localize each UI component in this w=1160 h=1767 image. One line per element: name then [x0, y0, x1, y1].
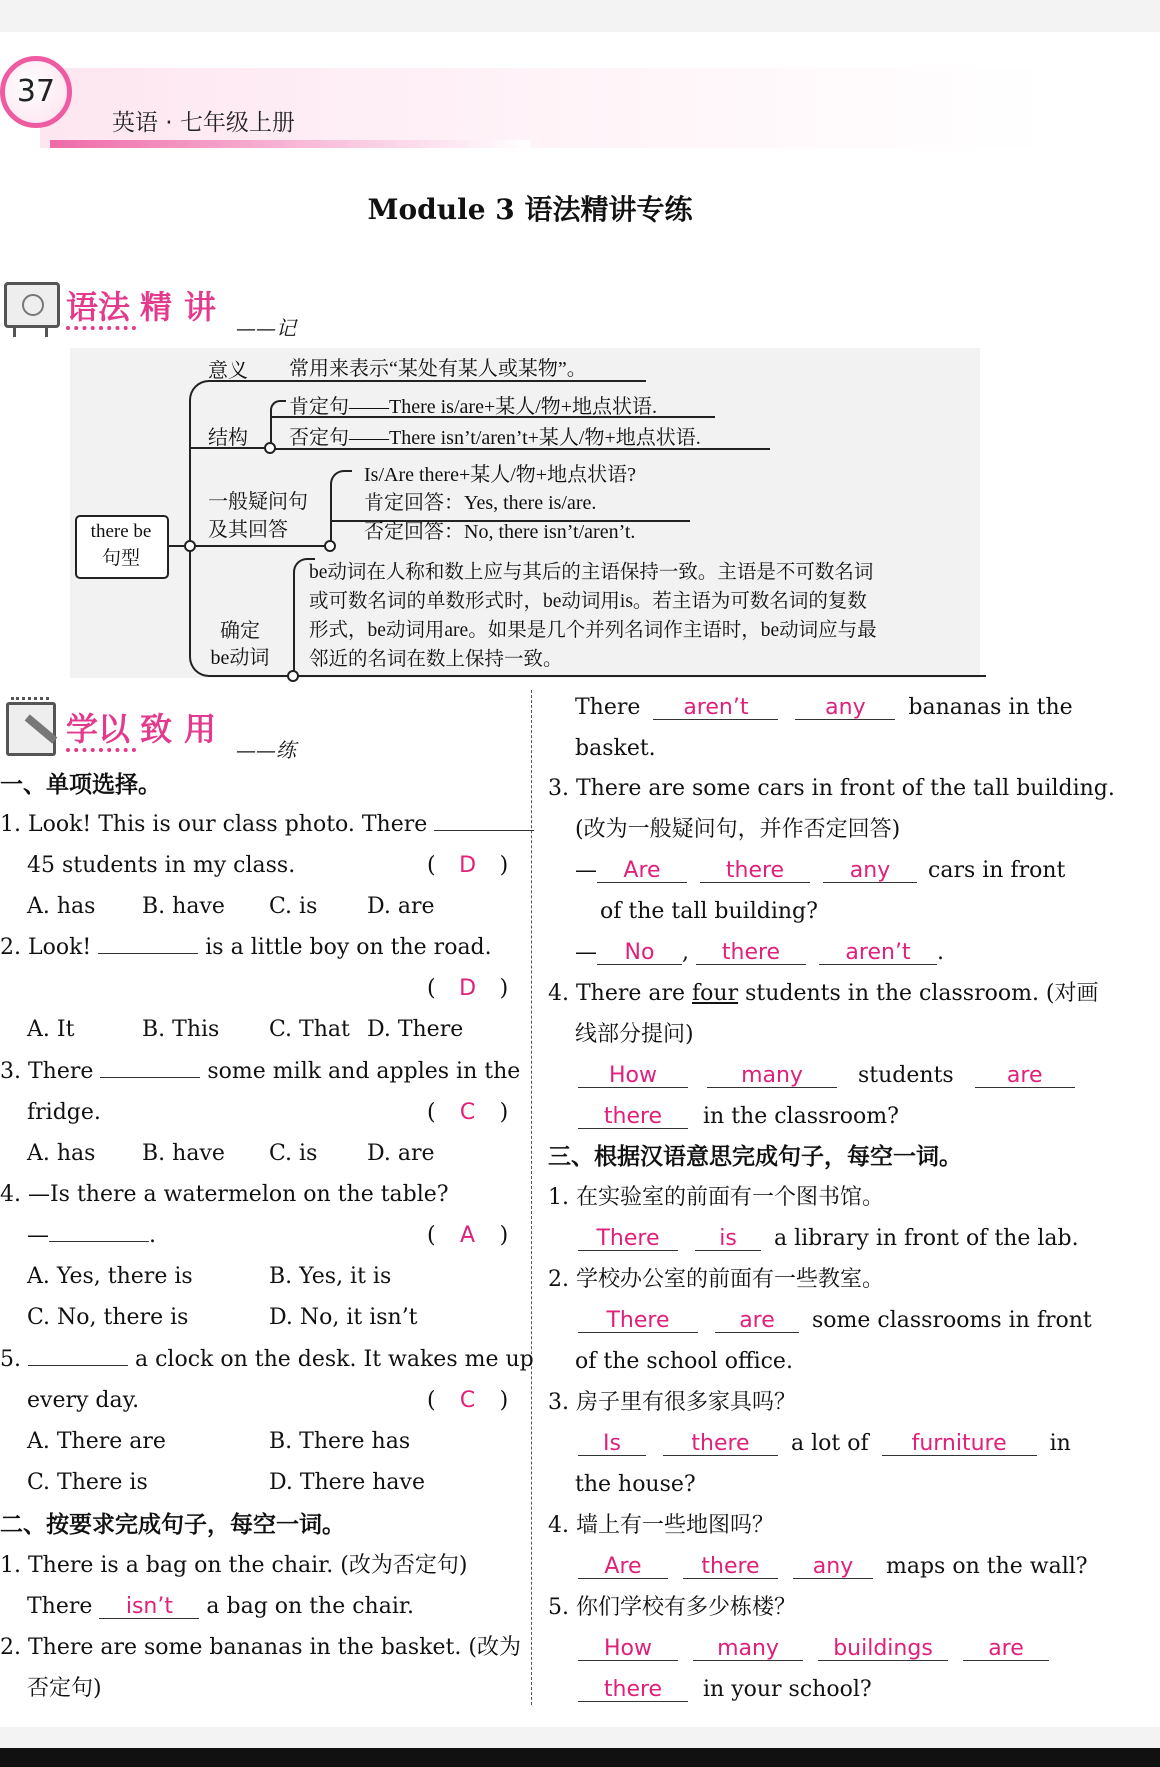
p2q1-line2	[27, 1587, 414, 1627]
q1-option-d[interactable]: D. are	[367, 894, 435, 919]
q3-option-c[interactable]: C. is	[269, 1141, 318, 1166]
p2q3-blank1[interactable]: Are	[597, 859, 687, 883]
p3q2-blank2[interactable]: are	[715, 1309, 799, 1333]
p3q2-text: 2. 学校办公室的前面有一些教室。	[548, 1267, 884, 1292]
p2q3-dash2: —	[575, 940, 597, 965]
p2q3-dash: —	[575, 858, 597, 883]
p3q1-blank2[interactable]: is	[695, 1227, 761, 1251]
p2q3-text: 3. There are some cars in front of the tall building.	[548, 776, 1115, 801]
structure-label: 结构	[208, 427, 248, 449]
p2q1-text: 1. There is a bag on the chair. (改为否定句)	[0, 1553, 468, 1578]
p2q4-blank2[interactable]: many	[707, 1064, 837, 1088]
practice-section-header	[0, 700, 400, 760]
q1-text-b: 45 students in my class.	[27, 853, 296, 878]
p3q5-blank4[interactable]: are	[963, 1637, 1049, 1661]
root-label: there be 句型	[90, 521, 152, 569]
q2-paren: ( D )	[427, 976, 508, 1001]
p3q4-blank3[interactable]: any	[793, 1555, 873, 1579]
blackboard-leg-left	[13, 325, 16, 337]
q3-answer: C	[459, 1100, 476, 1125]
q2-answer-line	[427, 969, 508, 1009]
practice-title-dots	[66, 748, 136, 752]
p3q3-blank3[interactable]: furniture	[882, 1432, 1037, 1456]
structure-pos: 肯定句——There is/are+某人/物+地点状语.	[289, 396, 658, 418]
q3-text-c: fridge.	[27, 1100, 101, 1125]
be-line	[216, 675, 986, 677]
p2q3-blank5[interactable]: there	[696, 941, 806, 965]
p2q2-c: basket.	[575, 736, 656, 761]
p3q3-end: in	[1049, 1431, 1071, 1456]
p2q2-a: There	[575, 695, 641, 720]
q4-option-a[interactable]: A. Yes, there is	[27, 1264, 193, 1289]
p2q2-blank1[interactable]: aren’t	[653, 696, 778, 720]
p2q2-text: 2. There are some bananas in the basket. (改为	[0, 1635, 521, 1660]
p2q4-line1	[548, 974, 1099, 1014]
practice-title-c: 用	[184, 710, 217, 748]
q3-options	[27, 1134, 517, 1174]
p3q1-cn	[548, 1178, 884, 1218]
q3-option-b[interactable]: B. have	[142, 1141, 225, 1166]
p3q3-line2	[575, 1465, 696, 1505]
q4-options-row1	[27, 1257, 517, 1297]
p2q4-mid: students	[858, 1063, 954, 1088]
grammar-suffix: ——记	[236, 316, 296, 340]
p2q2-line1	[0, 1628, 521, 1668]
p2q4-text-b: students in the classroom. (对画	[745, 981, 1099, 1006]
meaning-label: 意义	[208, 360, 248, 382]
p2q3-line2	[575, 810, 900, 850]
p3q3-line	[578, 1424, 1071, 1464]
p2q3-blank4[interactable]: No	[597, 941, 682, 965]
q4-option-d[interactable]: D. No, it isn’t	[269, 1305, 418, 1330]
q1-option-a[interactable]: A. has	[27, 894, 96, 919]
grammar-title-dots	[66, 326, 136, 330]
q1-paren: ( D )	[427, 846, 508, 886]
q4-option-c[interactable]: C. No, there is	[27, 1305, 189, 1330]
q3-text-b: some milk and apples in the	[207, 1059, 521, 1084]
p2q3-comma: ,	[682, 940, 689, 965]
p3q1-text: 1. 在实验室的前面有一个图书馆。	[548, 1185, 884, 1210]
q4-text: 4. —Is there a watermelon on the table?	[0, 1182, 449, 1207]
node-dot	[324, 540, 336, 552]
p2q4-text2: 线部分提问)	[575, 1022, 694, 1047]
p2q1-b: a bag on the chair.	[206, 1594, 414, 1619]
question-yes: 肯定回答：Yes, there is/are.	[364, 492, 597, 514]
q2-text-b: is a little boy on the road.	[205, 935, 492, 960]
q2-options	[27, 1010, 517, 1050]
p2q3-line1	[548, 769, 1115, 809]
p2q4-underlined: four	[692, 981, 739, 1006]
p2q4-blank3[interactable]: are	[975, 1064, 1075, 1088]
q5-text-b: a clock on the desk. It wakes me up	[135, 1347, 534, 1372]
practice-title-a: 学以	[66, 710, 131, 748]
q4-line1	[0, 1175, 449, 1215]
structure-neg: 否定句——There isn’t/aren’t+某人/物+地点状语.	[289, 427, 701, 449]
notebook-icon	[6, 702, 56, 756]
q5-options-row1	[27, 1422, 517, 1462]
header-subject: 英语 · 七年级上册	[112, 110, 295, 136]
blackboard-flower	[22, 294, 44, 316]
p3q3-cn	[548, 1383, 796, 1423]
p3q1-blank1[interactable]: There	[578, 1227, 678, 1251]
q5-answer: C	[459, 1388, 476, 1413]
practice-title-b: 致	[140, 710, 173, 748]
be-text: be动词在人称和数上应与其后的主语保持一致。主语是不可数名词 或可数名词的单数形式时，be动词用is。若主语为可数名词的复数 形式，be动词用are。如果是几个并列名词作主语时，be动词应与最 邻近的名词在数上保持一致。	[309, 562, 877, 670]
p2q3-period: .	[937, 940, 944, 965]
q2-option-c[interactable]: C. That	[269, 1017, 350, 1042]
p3q5-blank1[interactable]: How	[578, 1637, 678, 1661]
q3-option-d[interactable]: D. are	[367, 1141, 435, 1166]
p2q3-blank2[interactable]: there	[700, 859, 810, 883]
blackboard-icon	[4, 282, 60, 328]
q1-answer: D	[459, 853, 477, 878]
q2-option-d[interactable]: D. There	[367, 1017, 464, 1042]
grammar-title-b: 精	[140, 288, 173, 326]
p2q4-line2	[575, 1015, 694, 1055]
q4-answer: A	[460, 1223, 476, 1248]
q5-text-c: every day.	[27, 1388, 140, 1413]
p3q2-line	[578, 1301, 1092, 1341]
q3-text: 3. There	[0, 1059, 94, 1084]
p3q5-blank5[interactable]: there	[578, 1678, 688, 1702]
p2q2-line2	[27, 1669, 102, 1709]
q1-option-b[interactable]: B. have	[142, 894, 225, 919]
p3q3-blank1[interactable]: Is	[578, 1432, 646, 1456]
p3q2-end: some classrooms in front	[812, 1308, 1092, 1333]
p3q2-line2	[575, 1342, 793, 1382]
p2q3-line5	[575, 933, 944, 973]
p3q3-blank2[interactable]: there	[663, 1432, 778, 1456]
grammar-section-header	[0, 278, 400, 338]
q2-line1	[0, 928, 492, 968]
q1-line1	[0, 805, 534, 845]
q3-line2	[27, 1093, 517, 1133]
p2q2-line3	[575, 688, 1073, 728]
p2q2-blank2[interactable]: any	[795, 696, 895, 720]
p2q1-blank[interactable]: isn’t	[99, 1595, 199, 1619]
be-label: 确定 be动词	[210, 620, 270, 669]
p3q4-end: maps on the wall?	[886, 1554, 1088, 1579]
pencil-icon	[25, 714, 58, 743]
question-brace	[330, 470, 352, 547]
q1-text: 1. Look! This is our class photo. There	[0, 812, 428, 837]
p2q4-line3	[578, 1056, 1075, 1096]
p3q5-line2	[578, 1670, 872, 1710]
q5-options-row2	[27, 1463, 517, 1503]
q3-line1	[0, 1052, 520, 1092]
q5-option-a[interactable]: A. There are	[27, 1429, 166, 1454]
q2-blank[interactable]	[98, 930, 198, 954]
q5-text: 5.	[0, 1347, 21, 1372]
q2-text: 2. Look!	[0, 935, 92, 960]
p2q4-end: in the classroom?	[703, 1104, 899, 1129]
q4-line2: — . ( A )	[27, 1216, 517, 1256]
q1-option-c[interactable]: C. is	[269, 894, 318, 919]
meaning-text: 常用来表示“某处有某人或某物”。	[289, 358, 587, 380]
q5-blank[interactable]	[28, 1342, 128, 1366]
q2-option-b[interactable]: B. This	[142, 1017, 220, 1042]
q4-blank[interactable]	[49, 1218, 149, 1242]
bottom-bar	[0, 1748, 1160, 1767]
q2-option-a[interactable]: A. It	[27, 1017, 75, 1042]
p3q5-blank3[interactable]: buildings	[818, 1637, 948, 1661]
part3-heading: 三、根据汉语意思完成句子，每空一词。	[548, 1144, 962, 1170]
p3q5-end: in your school?	[703, 1677, 872, 1702]
p2q2-b: bananas in the	[908, 695, 1073, 720]
p3q4-line	[578, 1547, 1088, 1587]
p2q3-blank3[interactable]: any	[823, 859, 917, 883]
p3q2-cn	[548, 1260, 884, 1300]
q4-dash: —	[27, 1223, 49, 1248]
page-number: 37	[16, 74, 56, 109]
q2-answer: D	[459, 976, 477, 1001]
q1-line2	[27, 846, 517, 886]
q4-options-row2	[27, 1298, 517, 1338]
p2q3-c: of the tall building?	[600, 899, 818, 924]
notebook-rings	[11, 697, 49, 708]
p2q2-text2: 否定句)	[27, 1676, 102, 1701]
p3q3-text: 3. 房子里有很多家具吗？	[548, 1390, 796, 1415]
p2q2-line4	[575, 729, 656, 769]
p3q5-cn	[548, 1588, 796, 1628]
q4-option-b[interactable]: B. Yes, it is	[269, 1264, 392, 1289]
p3q5-blank2[interactable]: many	[693, 1637, 803, 1661]
question-line	[190, 545, 330, 547]
p2q3-blank6[interactable]: aren’t	[819, 941, 937, 965]
p2q1-a: There	[27, 1594, 93, 1619]
p3q4-blank1[interactable]: Are	[578, 1555, 668, 1579]
question-no: 否定回答：No, there isn’t/aren’t.	[364, 521, 636, 543]
p2q1-line1	[0, 1546, 467, 1586]
p2q3-line4	[600, 892, 818, 932]
node-dot	[264, 442, 276, 454]
p3q4-cn	[548, 1506, 774, 1546]
practice-suffix: ——练	[236, 738, 296, 762]
blackboard-leg-right	[45, 325, 48, 337]
grammar-title-a: 语法	[66, 288, 131, 326]
part1-heading: 一、单项选择。	[0, 772, 161, 798]
q4-paren: ( A )	[427, 1216, 508, 1256]
question-label: 一般疑问句 及其回答	[208, 491, 308, 541]
part2-heading: 二、按要求完成句子，每空一词。	[0, 1512, 345, 1538]
p2q4-blank4[interactable]: there	[578, 1105, 688, 1129]
q3-option-a[interactable]: A. has	[27, 1141, 96, 1166]
q5-paren: ( C )	[427, 1381, 508, 1421]
p3q3-end2: the house?	[575, 1472, 696, 1497]
page-header	[0, 48, 1060, 158]
q5-option-b[interactable]: B. There has	[269, 1429, 411, 1454]
question-form: Is/Are there+某人/物+地点状语?	[364, 464, 636, 486]
p3q1-line	[578, 1219, 1079, 1259]
q1-options	[27, 887, 517, 927]
p2q4-blank1[interactable]: How	[578, 1064, 688, 1088]
p3q5-text: 5. 你们学校有多少栋楼？	[548, 1595, 796, 1620]
p2q4-line4	[578, 1097, 899, 1137]
p3q4-blank2[interactable]: there	[683, 1555, 778, 1579]
q5-line1	[0, 1340, 534, 1380]
q5-option-c[interactable]: C. There is	[27, 1470, 148, 1495]
p3q2-blank1[interactable]: There	[578, 1309, 698, 1333]
node-dot	[287, 670, 299, 682]
q5-line2	[27, 1381, 517, 1421]
q5-option-d[interactable]: D. There have	[269, 1470, 425, 1495]
p2q4-text-a: 4. There are	[548, 981, 686, 1006]
p3q2-end2: of the school office.	[575, 1349, 793, 1374]
p3q5-line	[578, 1629, 1049, 1669]
node-dot	[184, 540, 196, 552]
p2q3-line3	[575, 851, 1065, 891]
grammar-title-c: 讲	[184, 288, 217, 326]
p2q3-text2: (改为一般疑问句，并作否定回答)	[575, 817, 901, 842]
q3-paren: ( C )	[427, 1093, 508, 1133]
p3q3-mid: a lot of	[791, 1431, 869, 1456]
mindmap	[0, 340, 1060, 680]
p3q4-text: 4. 墙上有一些地图吗？	[548, 1513, 774, 1538]
q1-blank[interactable]	[434, 807, 534, 831]
header-underline	[50, 140, 530, 148]
q3-blank[interactable]	[100, 1054, 200, 1078]
p3q1-end: a library in front of the lab.	[774, 1226, 1079, 1251]
page-title: Module 3 语法精讲专练	[367, 193, 693, 226]
p2q3-b: cars in front	[928, 858, 1066, 883]
